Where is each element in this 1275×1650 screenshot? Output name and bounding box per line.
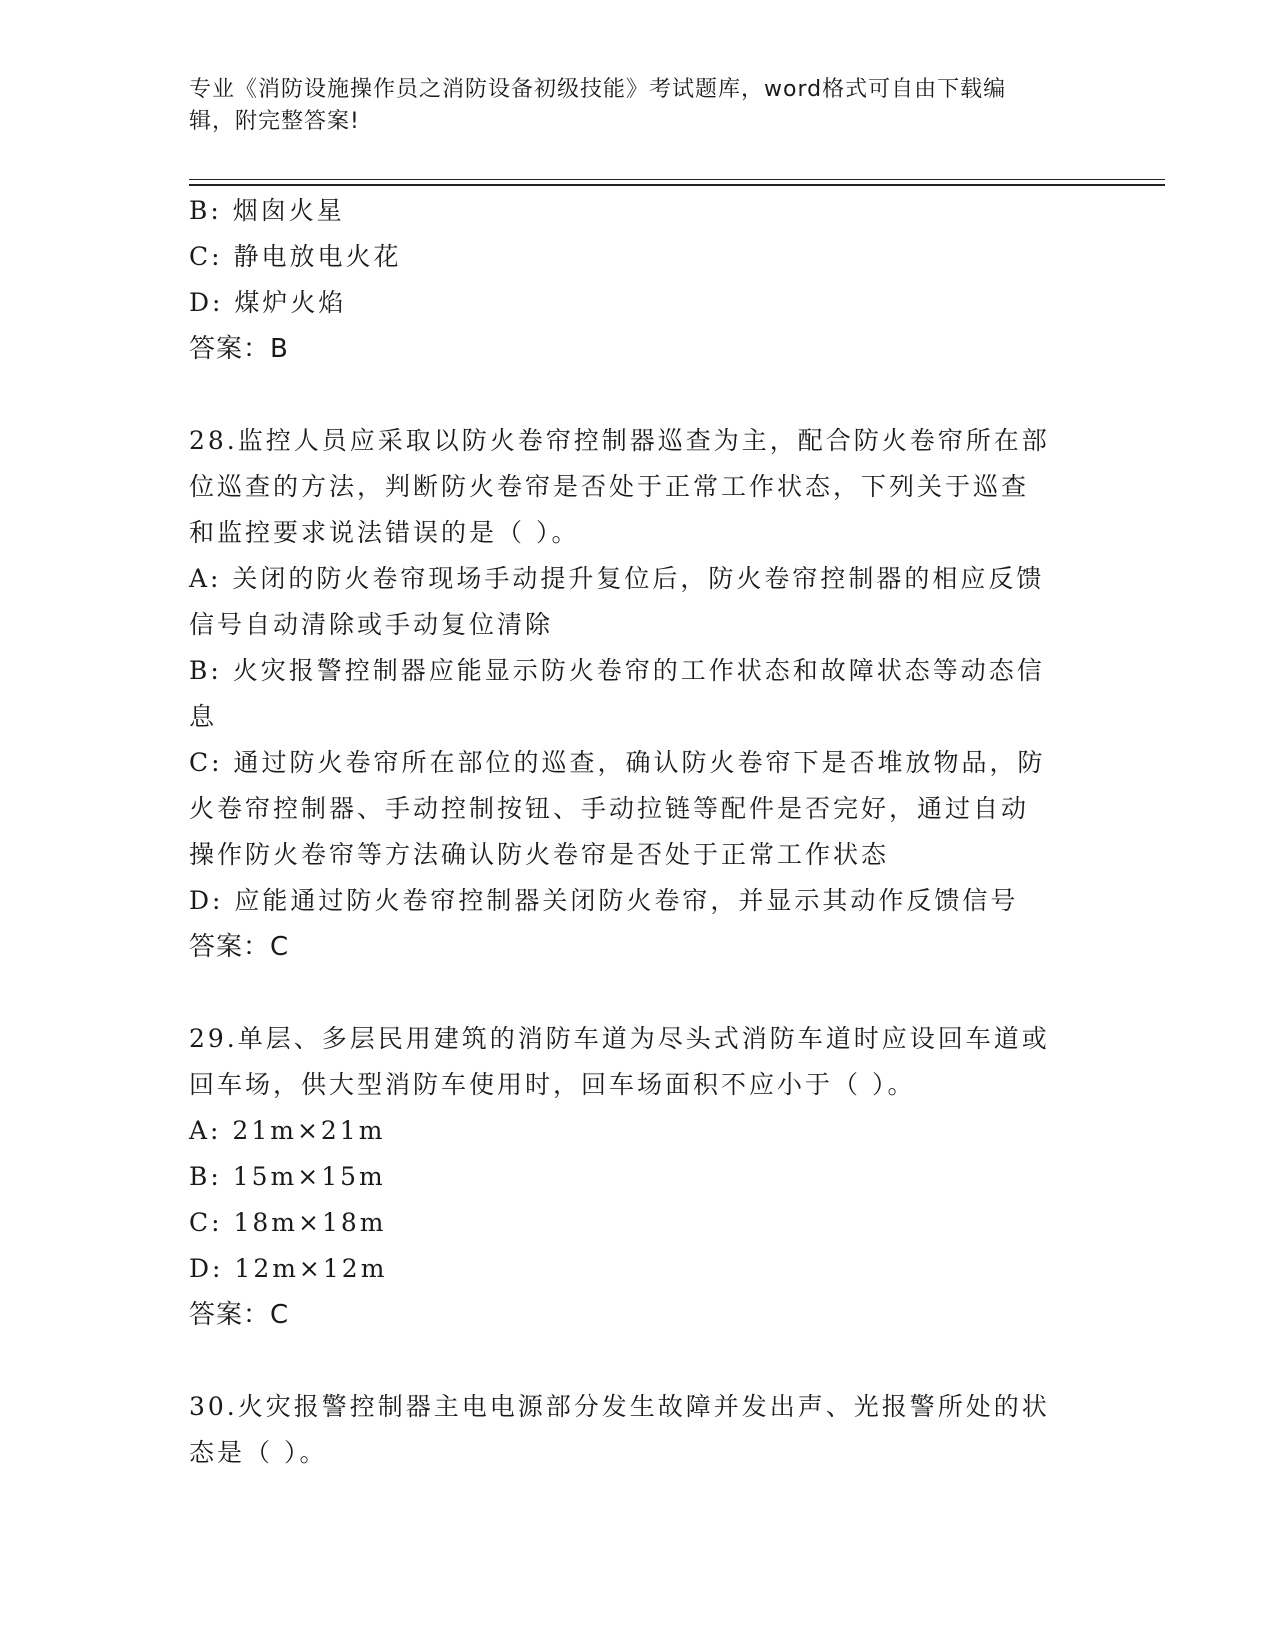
- option-b: B: 火灾报警控制器应能显示防火卷帘的工作状态和故障状态等动态信: [189, 656, 1045, 685]
- option-a: A: 关闭的防火卷帘现场手动提升复位后，防火卷帘控制器的相应反馈: [189, 564, 1045, 593]
- option-b-cont: 息: [189, 702, 218, 731]
- question-stem-line: 30.火灾报警控制器主电电源部分发生故障并发出声、光报警所处的状: [189, 1392, 1050, 1421]
- question-29: [189, 1016, 1079, 1338]
- answer-line: 答案：C: [189, 1300, 290, 1330]
- option-d: D: 煤炉火焰: [189, 288, 347, 317]
- option-c: C: 通过防火卷帘所在部位的巡查，确认防火卷帘下是否堆放物品，防: [189, 748, 1046, 777]
- answer-line: 答案：B: [189, 334, 289, 364]
- option-b: B: 烟囱火星: [189, 196, 345, 225]
- option-c-cont: 操作防火卷帘等方法确认防火卷帘是否处于正常工作状态: [189, 840, 890, 869]
- option-c: C: 静电放电火花: [189, 242, 402, 271]
- question-stem-line: 和监控要求说法错误的是（ ）。: [189, 518, 580, 547]
- option-a-cont: 信号自动清除或手动复位清除: [189, 610, 554, 639]
- question-30: [189, 1384, 1079, 1476]
- option-b: B: 15m×15m: [189, 1162, 386, 1191]
- header-divider-thin: [189, 179, 1165, 180]
- option-d: D: 12m×12m: [189, 1254, 388, 1283]
- question-28: [189, 418, 1079, 970]
- option-c-cont: 火卷帘控制器、手动控制按钮、手动拉链等配件是否完好，通过自动: [189, 794, 1030, 823]
- question-stem-line: 回车场，供大型消防车使用时，回车场面积不应小于（ ）。: [189, 1070, 916, 1099]
- question-stem-line: 位巡查的方法，判断防火卷帘是否处于正常工作状态，下列关于巡查: [189, 472, 1030, 501]
- spacer: [189, 1338, 1079, 1384]
- option-d: D: 应能通过防火卷帘控制器关闭防火卷帘，并显示其动作反馈信号: [189, 886, 1019, 915]
- spacer: [189, 372, 1079, 418]
- document-header: [189, 74, 1089, 138]
- header-line-1: 专业《消防设施操作员之消防设备初级技能》考试题库，word格式可自由下载编: [189, 77, 1007, 102]
- header-line-2: 辑，附完整答案!: [189, 109, 360, 134]
- question-stem-line: 28.监控人员应采取以防火卷帘控制器巡查为主，配合防火卷帘所在部: [189, 426, 1050, 455]
- answer-line: 答案：C: [189, 932, 290, 962]
- header-divider-thick: [189, 184, 1165, 186]
- question-stem-line: 态是（ ）。: [189, 1438, 328, 1467]
- option-a: A: 21m×21m: [189, 1116, 386, 1145]
- option-c: C: 18m×18m: [189, 1208, 387, 1237]
- question-27: [189, 188, 1079, 372]
- question-list: [189, 188, 1079, 1476]
- spacer: [189, 970, 1079, 1016]
- question-stem-line: 29.单层、多层民用建筑的消防车道为尽头式消防车道时应设回车道或: [189, 1024, 1050, 1053]
